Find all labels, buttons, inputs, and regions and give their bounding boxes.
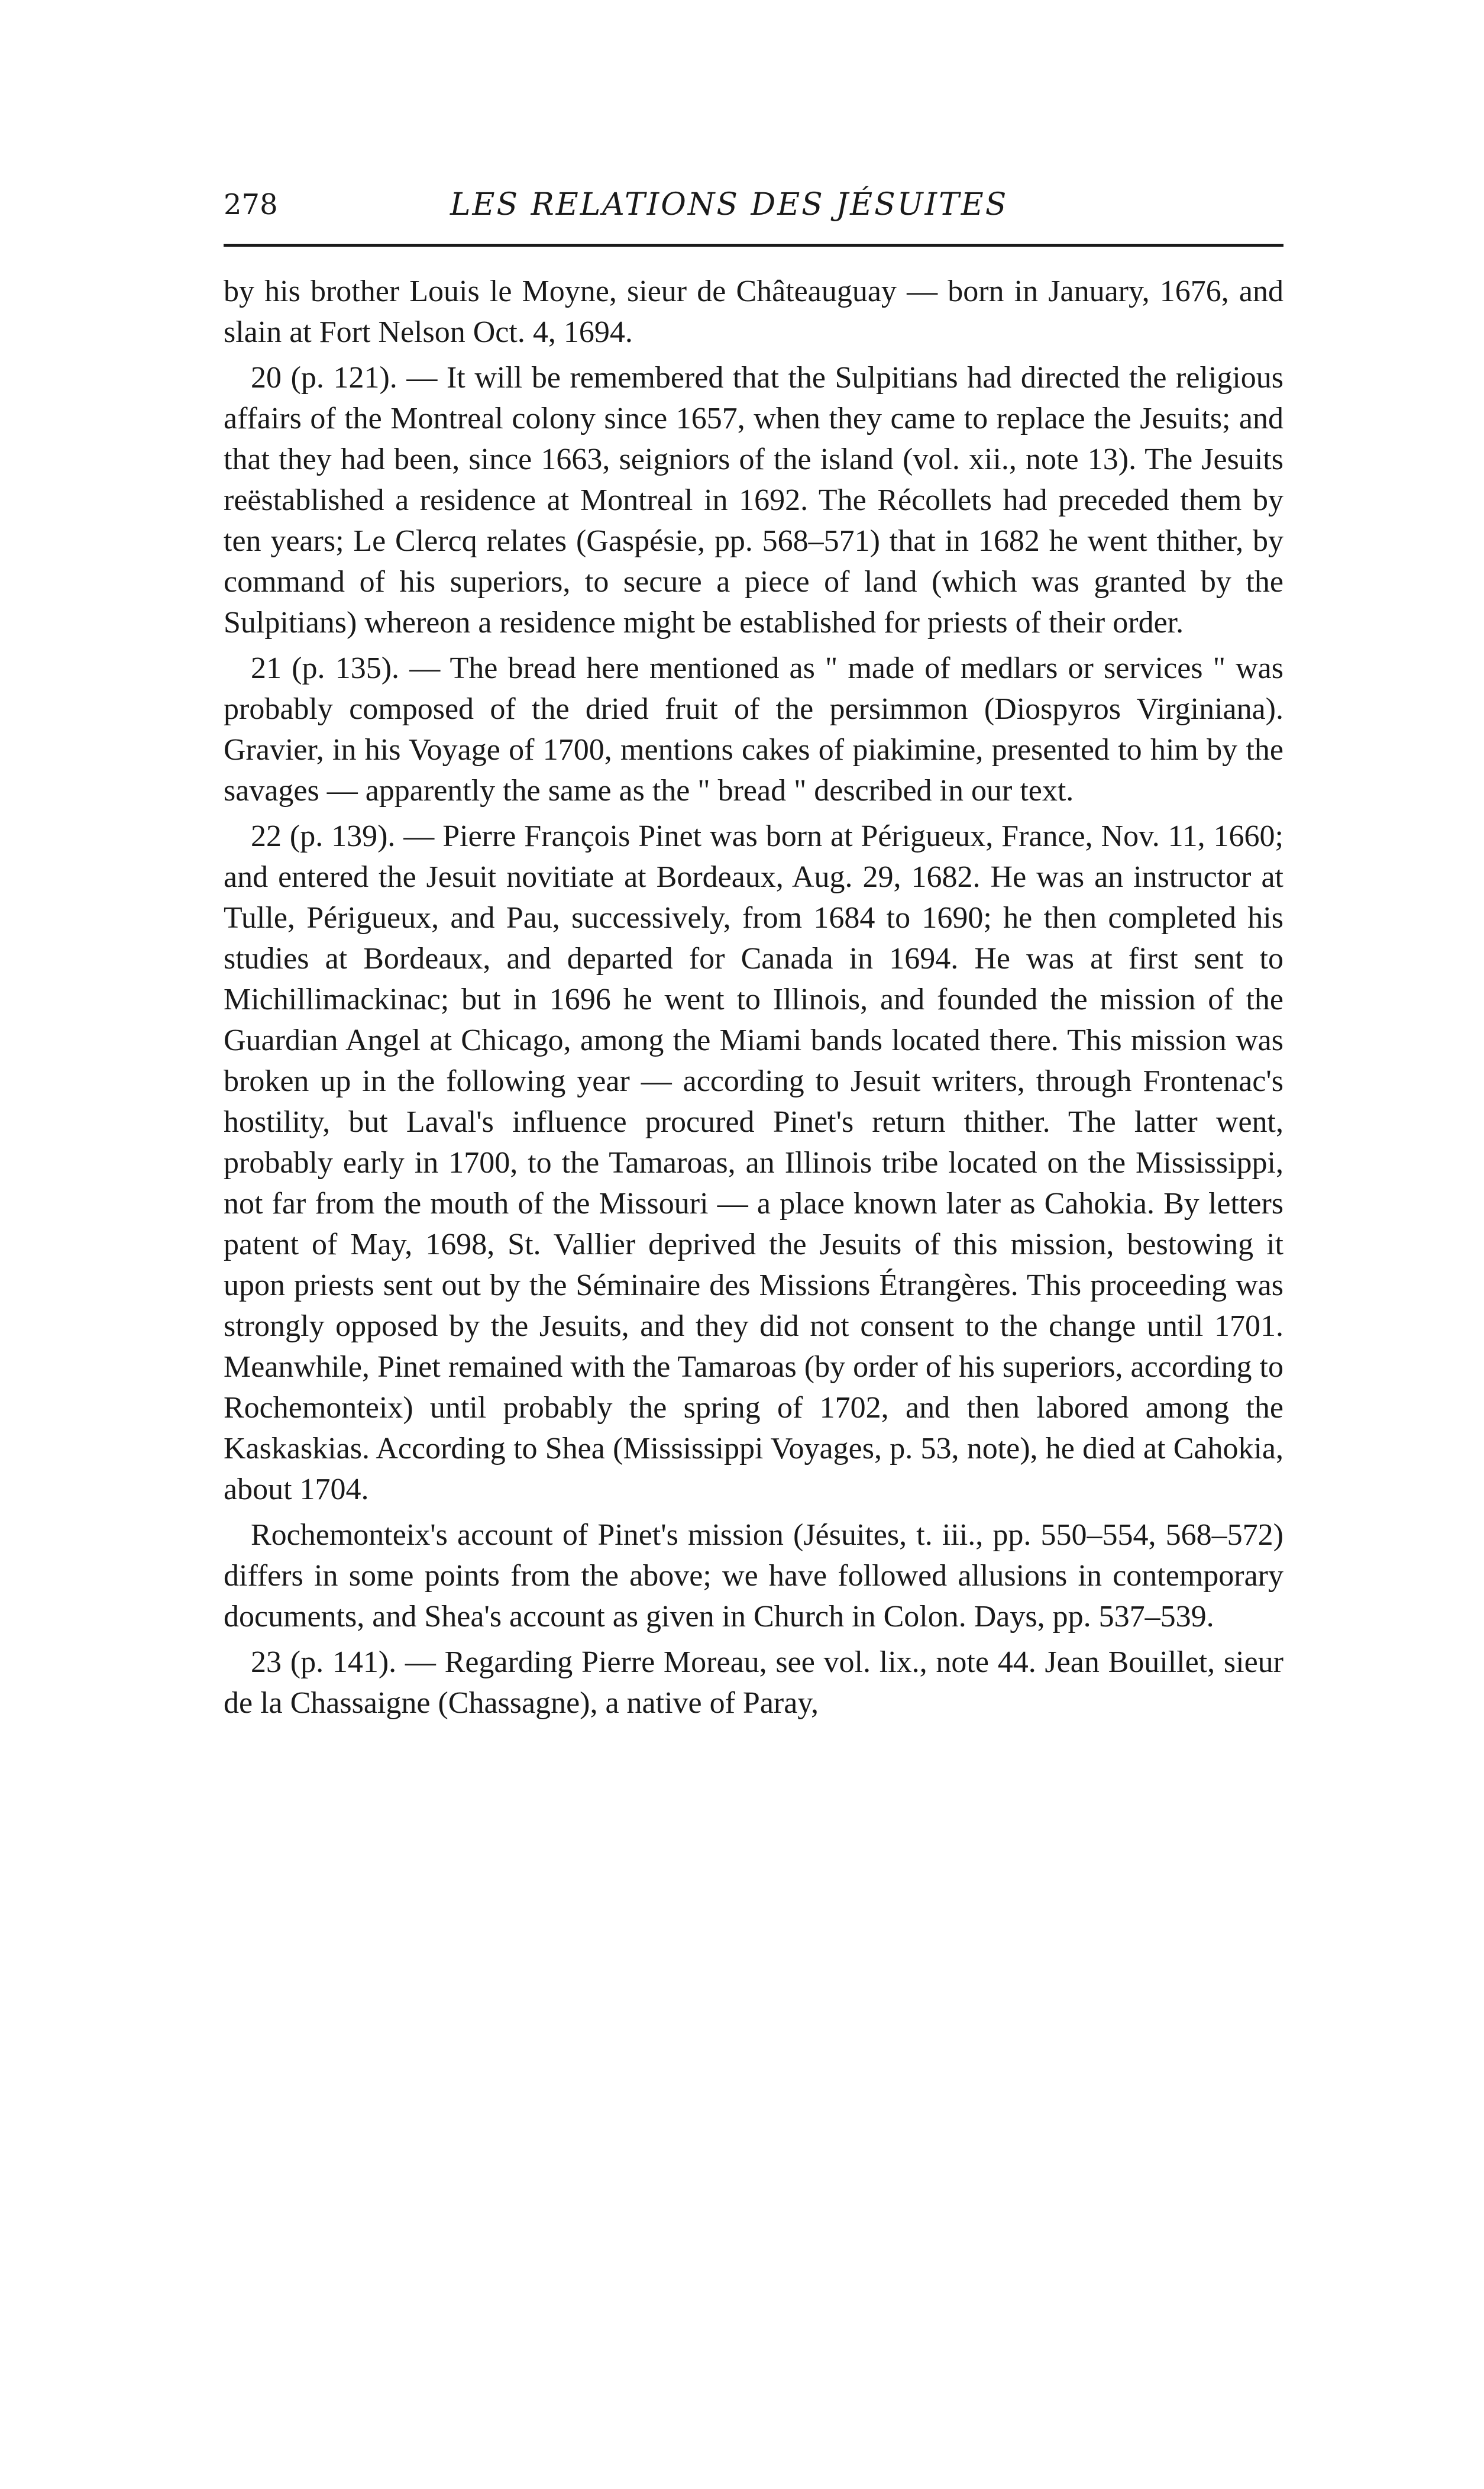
note-23: 23 (p. 141). — Regarding Pierre Moreau, see vol. lix., note 44. Jean Bouillet, sieur de la Chassaigne (Chassagne), a native of Paray, (224, 1645, 1283, 1720)
note-22: 22 (p. 139). — Pierre François Pinet was born at Périgueux, France, Nov. 11, 1660; and entered the Jesuit novitiate at Bordeaux, Aug. 29, 1682. He was an instructor at Tulle, Périgueux, and Pau, successively, from 1684 to 1690; he then completed his studies at Bordeaux, and departed for Canada in 1694. He was at first sent to Michillimackinac; but in 1696 he went to Illinois, and founded the mission of the Guardian Angel at Chicago, among the Miami bands located there. This mission was broken up in the following year — according to Jesuit writers, through Frontenac's hostility, but Laval's influence procured Pinet's return thither. The latter went, probably early in 1700, to the Tamaroas, an Illinois tribe located on the Mississippi, not far from the mouth of the Missouri — a place known later as Cahokia. By letters patent of May, 1698, St. Vallier deprived the Jesuits of this mission, bestowing it upon priests sent out by the Séminaire des Missions Étrangères. This proceeding was strongly opposed by the Jesuits, and they did not consent to the change until 1701. Meanwhile, Pinet remained with the Tamaroas (by order of his superiors, according to Rochemonteix) until probably the spring of 1702, and then labored among the Kaskaskias. According to Shea (Mississippi Voyages, p. 53, note), he died at Cahokia, about 1704. (224, 819, 1283, 1506)
note-22-rochemonteix: Rochemonteix's account of Pinet's mission (Jésuites, t. iii., pp. 550–554, 568–572) differs in some points from the above; we have followed allusions in contemporary documents, and Shea's account as given in Church in Colon. Days, pp. 537–539. (224, 1518, 1283, 1633)
note-21: 21 (p. 135). — The bread here mentioned as " made of medlars or services " was probably composed of the dried fruit of the persimmon (Diospyros Virginiana). Gravier, in his Voyage of 1700, mentions cakes of piakimine, presented to him by the savages — apparently the same as the " bread " described in our text. (224, 651, 1283, 808)
page-number: 278 (224, 188, 278, 221)
header-rule (224, 244, 1283, 247)
running-title: LES RELATIONS DES JÉSUITES (450, 187, 1008, 222)
body-text (224, 271, 1283, 1728)
paragraph-continuation: by his brother Louis le Moyne, sieur de Châteauguay — born in January, 1676, and slain at Fort Nelson Oct. 4, 1694. (224, 275, 1283, 349)
note-20: 20 (p. 121). — It will be remembered that the Sulpitians had directed the religious affairs of the Montreal colony since 1657, when they came to replace the Jesuits; and that they had been, since 1663, seigniors of the island (vol. xii., note 13). The Jesuits reëstablished a residence at Montreal in 1692. The Récollets had preceded them by ten years; Le Clercq relates (Gaspésie, pp. 568–571) that in 1682 he went thither, by command of his superiors, to secure a piece of land (which was granted by the Sulpitians) whereon a residence might be established for priests of their order. (224, 361, 1283, 640)
page-header (224, 176, 1283, 230)
